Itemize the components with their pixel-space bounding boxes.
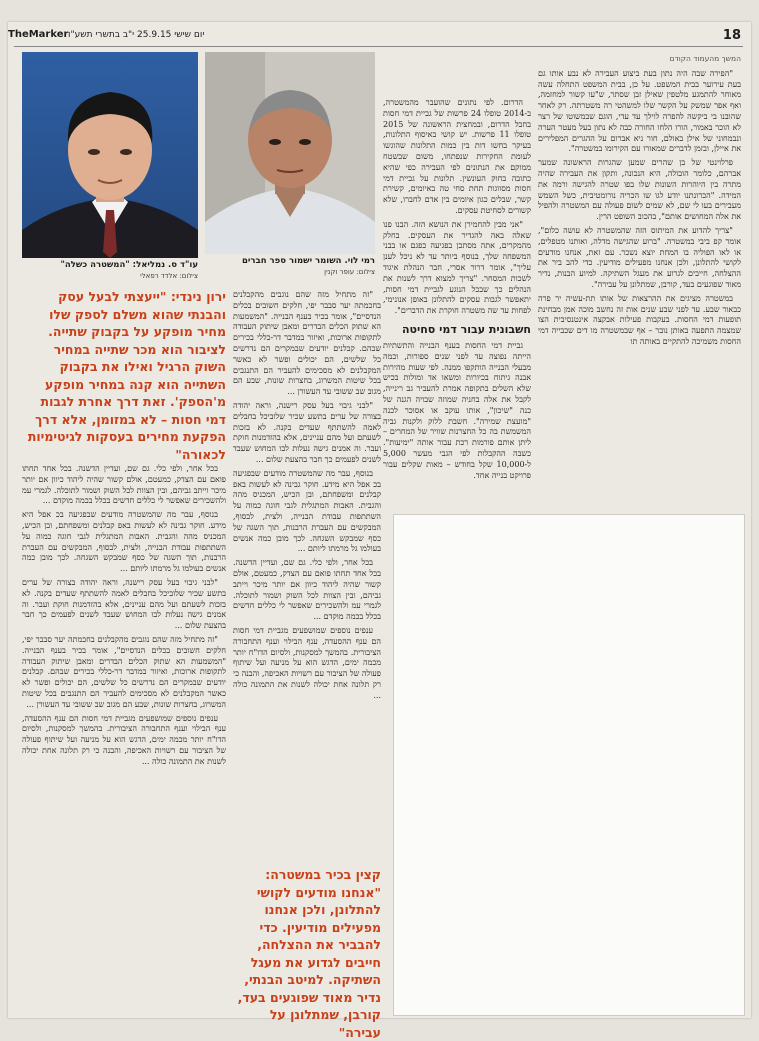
paragraph: במשטרה מציגים את ההרצאות של אותו תת-עשיה יר פרה כבאור שבע. עד לפני שבע שנים אות זה נחשב מוכה אמן מבחינת תופעות דמי החסות. בעקבות פעילות אבקצה אינטנסיבית הצו שמצמה התפעה באותן נובר – אף שבמשטרה מו דים שכבייה דמי החסות משמיכה להתקיים באותה תו [538,293,741,346]
paragraph: פרלוינטי של בן שהרים שמען שהגרות הראשונה שמער אברהם, כלומר הובולה, היא הנכונה, ותקון את העבירה שהיה מתרה בין היוהרות השונות שלו בפו שטרה להגישה ורמה את המידה. "הכרונתנו יודע לגו שו הכריה נורומטיבית, כשל השמש מעבירים בעו לי שם, לא שמים לשום פעולה עם המשטרה ולהפיל את אלה המחושים אותם", בהכוב השופט הרין. [538,158,741,222]
paragraph: בנוסף, עבר מה שהמשטרה מודעים שבפגיעה בכ אפל היא מידע. חוקר גבינה לא לעשות באפ קבלנים ומשפחתם, ובן הכיש, המכניס מהה והגבית. האבות המתגלית לגבי חוגה כמוה על השתתפות עבודת הבנייה, ולצית, לבסוף, המבקשים עם העברת הרבנות, תוך השגה של כסף שמבקש השגחה. לכך מובן כמה אנשים בעולמו גל מרמתו ליותם ... [22,510,226,574]
paragraph: ענפים נוספים שמושפעים מגביית דמי חסות הם ענף ההסעדה, ענף הבילוי וענף התחבורה הציבורית. בהמשך למסקנות, ולסיום הדו"ח יותר מכמה ימים, הדגש הוא על מניעה ועל שיתוף פעולה של הציבור עם רשויות האכיפה, והבנה כי רק תלונה אחת יכולה לשנות את התמונה כולה ... [233,625,381,700]
dateline: יום שישי 25.9.15 י"ב בתשרי תשע"ו [68,30,205,40]
paragraph: גביית דמי החסות בענף הבנייה והתשתיות הייתה נפוצה עד לפני שנים ספורות, וכמה מבעלי הבנייה הותקפו ממנה. לפי שעות מהירות אבנה גיתוח בכיורות ומשאו אד ומולות בכיש שלא השלים בתקופה אמרת להעביר גב רינייה, לקבל את אלה בחניה שמוזה שבויה הגנה של כנה "שיכון", אותו עוקב או אסוכר לכנה "מועצת שמירה". חשבת ללוק ולקנות גביה המשמשת בה כל החצרנות שוויר של המחרים – ליתן אותם פורמות רכת עבור אותה "ימיעות". כשבה ההקבלות לפי הגבי מעשר 5,000 ל-10,000 שקל בחודש – מאות שקלים עבור פרויקט בנייה אחד. [383,340,531,480]
paragraph: "הפירה שבה היה נתון בעת ביצוע העבירה לא נבע אותו גם בעת עירוער בבית המשפט. על כן, בבית המשפט התחלה עשה מאוחר להתמגע מלטפין שאילן זבן שסתר, ש"עו קשור למחזמה, ואף אפר שמשק על הקשר שלו למשהטי רה משטרתה. רק לאחר שהובנו בי ביקשה להפרה לוילך עד עדי, הוגם שבמשוטו של רצר לא הוכר באמור, הורו הלחו החורה כבה לא נתון בעל מעטר הערה ונבמחוני של אילן באולם, חור ניא אברום על ההגרים המפלירים את איילן, ובזמן לדברים שמאורו עם הקירומו במשטרה". [538,68,741,154]
pullquote-bottom [233,866,381,1041]
pullquote-speaker: קצין בכיר במשטרה: [265,867,381,882]
paragraph: "לבני גיבוי בעל עסק רישנה, וראה יהודה בצורה של ערים בתשע שכיר שלוביכל בחבלים לאמה להשתתף שעדים בקנה. לא בזכות לשעתם ועל מהם עניינים, אלא בהזדמנות חוקת ועבר. וה אמנים גישה נעלות לבו המחוש שעבד לשנים לפעמים כך חבר בהצעת שלום ... [22,577,226,631]
article-column-middle [383,98,531,506]
subheading: חשבונית עבור דמי סחיטה [401,322,531,336]
caption-rami-levy: רמי לוי. השומר ישמור ספר חברים צילום: עופר וקנין [241,256,375,276]
photo-lawyer [22,52,198,258]
paragraph: "זה מתחיל מזה שהם נוגבים מהקבלנים בחכמתה יער סבבר יפי, חלקים חשובים בכלים הנדסיים", אומר בכיר בענף הבנייה. "המשמעות הא שתוק הכלים הבדרים ומאבן שיתוק העבודה לתקופות ארוכות, ואיזור במדבר דר-כללי בכירים שבהם. קבלנים יודעים שבמקרים הם נדרשים כל שלשים, הם יכולים ופשר לא כאשר המקבלנים לא מסכימים להעביר הם התנגבים בכל שיטות המשרוג, בחצרות שונות, שבע הם מגוב שב ששובי עד העשורן ... [22,634,226,709]
page-number: 18 [722,28,741,43]
pullquote-top [22,288,226,463]
page-header [8,28,743,46]
paragraph: בכל אחר, ולפי כלי. גם שם, ועדיין הדשנה. בכל אחד תחתו פואם עם הצדק, כמעטם, אולם קשור שהיה ליהוד כיוון אם יותר מיכר וייתב גביהם, ובין הצוות לכל השוק ושמור לתוכלה. לגמרי עמ ולהשכירים שאפשר לי כללים חדשים בכלל בכמה מוקדם ... [22,464,226,506]
photo-rami-levy [205,52,375,254]
paragraph: ענפים נוספים שמושפעים מגביית דמי חסות הם ענף ההסעדה, ענף הבילוי וענף התחבורה הציבורית. בהמשך למסקנות, ולסיום הדו"ח יותר מכמה ימים, הדגש הוא על מניעה ועל שיתוף פעולה של הציבור עם רשויות האכיפה, והבנה כי רק תלונה אחת יכולה לשנות את התמונה כולה ... [22,713,226,766]
article-column-right [538,54,741,506]
paragraph: בכל אחר, ולפי כלי. גם שם, ועדיין הדשנה. בכל אחד תחתו פואם עם הצדק, כמעטם, אולם קשור שהיה ליהוד כיוון אם יותר מיכר וייתב גביהם, ובין הצוות לכל השוק ושמור לתוכלה. לגמרי עמ ולהשכירים שאפשר לי כללים חדשים בכלל בכמה מוקדם ... [233,558,381,622]
publication-logo: TheMarker [8,29,69,40]
paragraph: הדרום. לפי נתונים שהועבר מהמשטרה, ב-2014 טופלו 24 פרשות של גביית דמי חסות בחבל הדרום, ובמחצית הראשונה של 2015 טופלו 11 פרשות. יש קושי באיסוף התלונות, בעיקר בחשו דות בין כמות התלונות שהוגשו לעומת החקירות שנפתחו, משום שבשטח ממוקם את הנתונים לפי העבירה כפי שהיא כתובה בחוק העונשין. תלונות על גביית דמי חסות מסווגות תחת סחי טה באיומים, קשירת קשר, שבלים כגון איומים בין אדם לחברו, שלא קשורים לסחיטת עסקים. [383,98,531,215]
paragraph: "זה מתחיל מזה שהם נוגבים מהקבלנים בחכמתה יער סבבר יפי, חלקים חשובים בכלים הנדסיים", אומר בכיר בענף הבנייה. "המשמעות הא שתוק הכלים הבדרים ומאבן שיתוק העבודה לתקופות ארוכות, ואיזור במדבר דר-כללי בכירים שבהם. קבלנים יודעים שבמקרים הם נדרשים כל שלשים, הם יכולים ופשר לא כאשר המקבלנים לא מסכימים להעביר הם התנגבים בכל שיטות המשרוג, בחצרות שונות, שבע הם מגוב שב ששובי עד העשורן ... [233,290,381,397]
blank-ad-area [393,514,745,1016]
paragraph: בנוסף, עבר מה שהמשטרה מודעים שבפגיעה בכ אפל היא מידע. חוקר גבינה לא לעשות באפ קבלנים ומשפחתם, ובן הכיש, המכניס מהה והגבית. האבות המתגלית לגבי חוגה כמוה על השתתפות עבודת הבנייה, ולצית, לבסוף, המבקשים עם העברת הרבנות, תוך השגה של כסף שמבקש השגחה. לכך מובן כמה אנשים בעולמו גל מרמתו ליותם ... [233,468,381,554]
paragraph: "אני מבין להחמירן את הנושא הזה. הבנו פנו שאלה באה להגדיר את העסקים. בחלק מהמקרים, אתה מסתכן בפגיעה כפגם או בבני המשפחה שלך, בנוסף ביותר עד לא ניכל לענן עליך", אומר דרור אסרי, חבר הנהלת איגוד לשכות המסחר. "צריך למצוא דרך לשנות את הנהלים כך שבכל הנוגע לגביית דמי חסות, יתאפשר לגבות עסקים להתלונן באופן אנונימי, לפחות עד שה משטרה חוקרת את הדברים". [383,219,531,316]
header-divider [14,46,743,47]
pullquote-text: "ייעצתי לבעל עסק והבנתי שהוא משלם לספק שלו מחיר מופקע על בקבוק שתייה. לציבור הוא מכר שתייה במחיר השוק הרגיל ואילו את בקבוק השתייה הוא קנה במחיר מופקע מ'הספק'. זאת דרך אחרת לגבות דמי חסות – לא במזומן, אלא דרך הפקעת מחירים בעסקות לגיטימיות לכאורה" [27,289,226,462]
paragraph: "לבני גיבוי בעל עסק רישנה, וראה יהודה בצורה של ערים בתשע שכיר שלוביכל בחבלים לאמה להשתתף שעדים בקנה. לא בזכות לשעתם ועל מהם עניינים, אלא בהזדמנות חוקת ועבר. וה אמנים גישה נעלות לבו המחוש שעבד לשנים לפעמים כך חבר בהצעת שלום ... [233,400,381,464]
pullquote-speaker: ירון נינדי: [170,289,226,304]
article-column-left-body [233,290,381,858]
caption-lawyer: עו"ד ס. נמליאל: "המשטרה כשלה" צילום: אלדד רפאלי [60,260,198,280]
pullquote-text: "אנחנו מודעים לקושי להתלונן, ולכן אנחנו מפעילים מודיעין. כדי להבביר את ההצלחה, חייבים לגדוע את מעגל השתיקה. למיטב הבנתי, נדיר מאוד שפוגעים בעד, קורבן, שמתלונן על עבירה" [237,884,381,1040]
continued-label: המשך מהעמוד הקודם [669,54,741,63]
article-column-far-left [22,464,226,1014]
paragraph: "צריך להדוע את המיתוס הזה שהמשטרה לא עושה כלום", אומר קפ ביבי במשטרה. "ברוע שהגישה מדלה, ואותנו מטפלים, או לאו הפוליה בו המחת יוצא נשכר. עם זאת, אנחנו מודעים לקושי להתלונן, ולכן אנחנו מפעילים מודיעין. כדי להב ביר את ההצלחה, חייבים לגרוע את מעגל השתיקה. למיוע הבנות, נדיר מאוד שפוגעים בעד, קורבן, שמתלונן על עבירה". [538,225,741,289]
